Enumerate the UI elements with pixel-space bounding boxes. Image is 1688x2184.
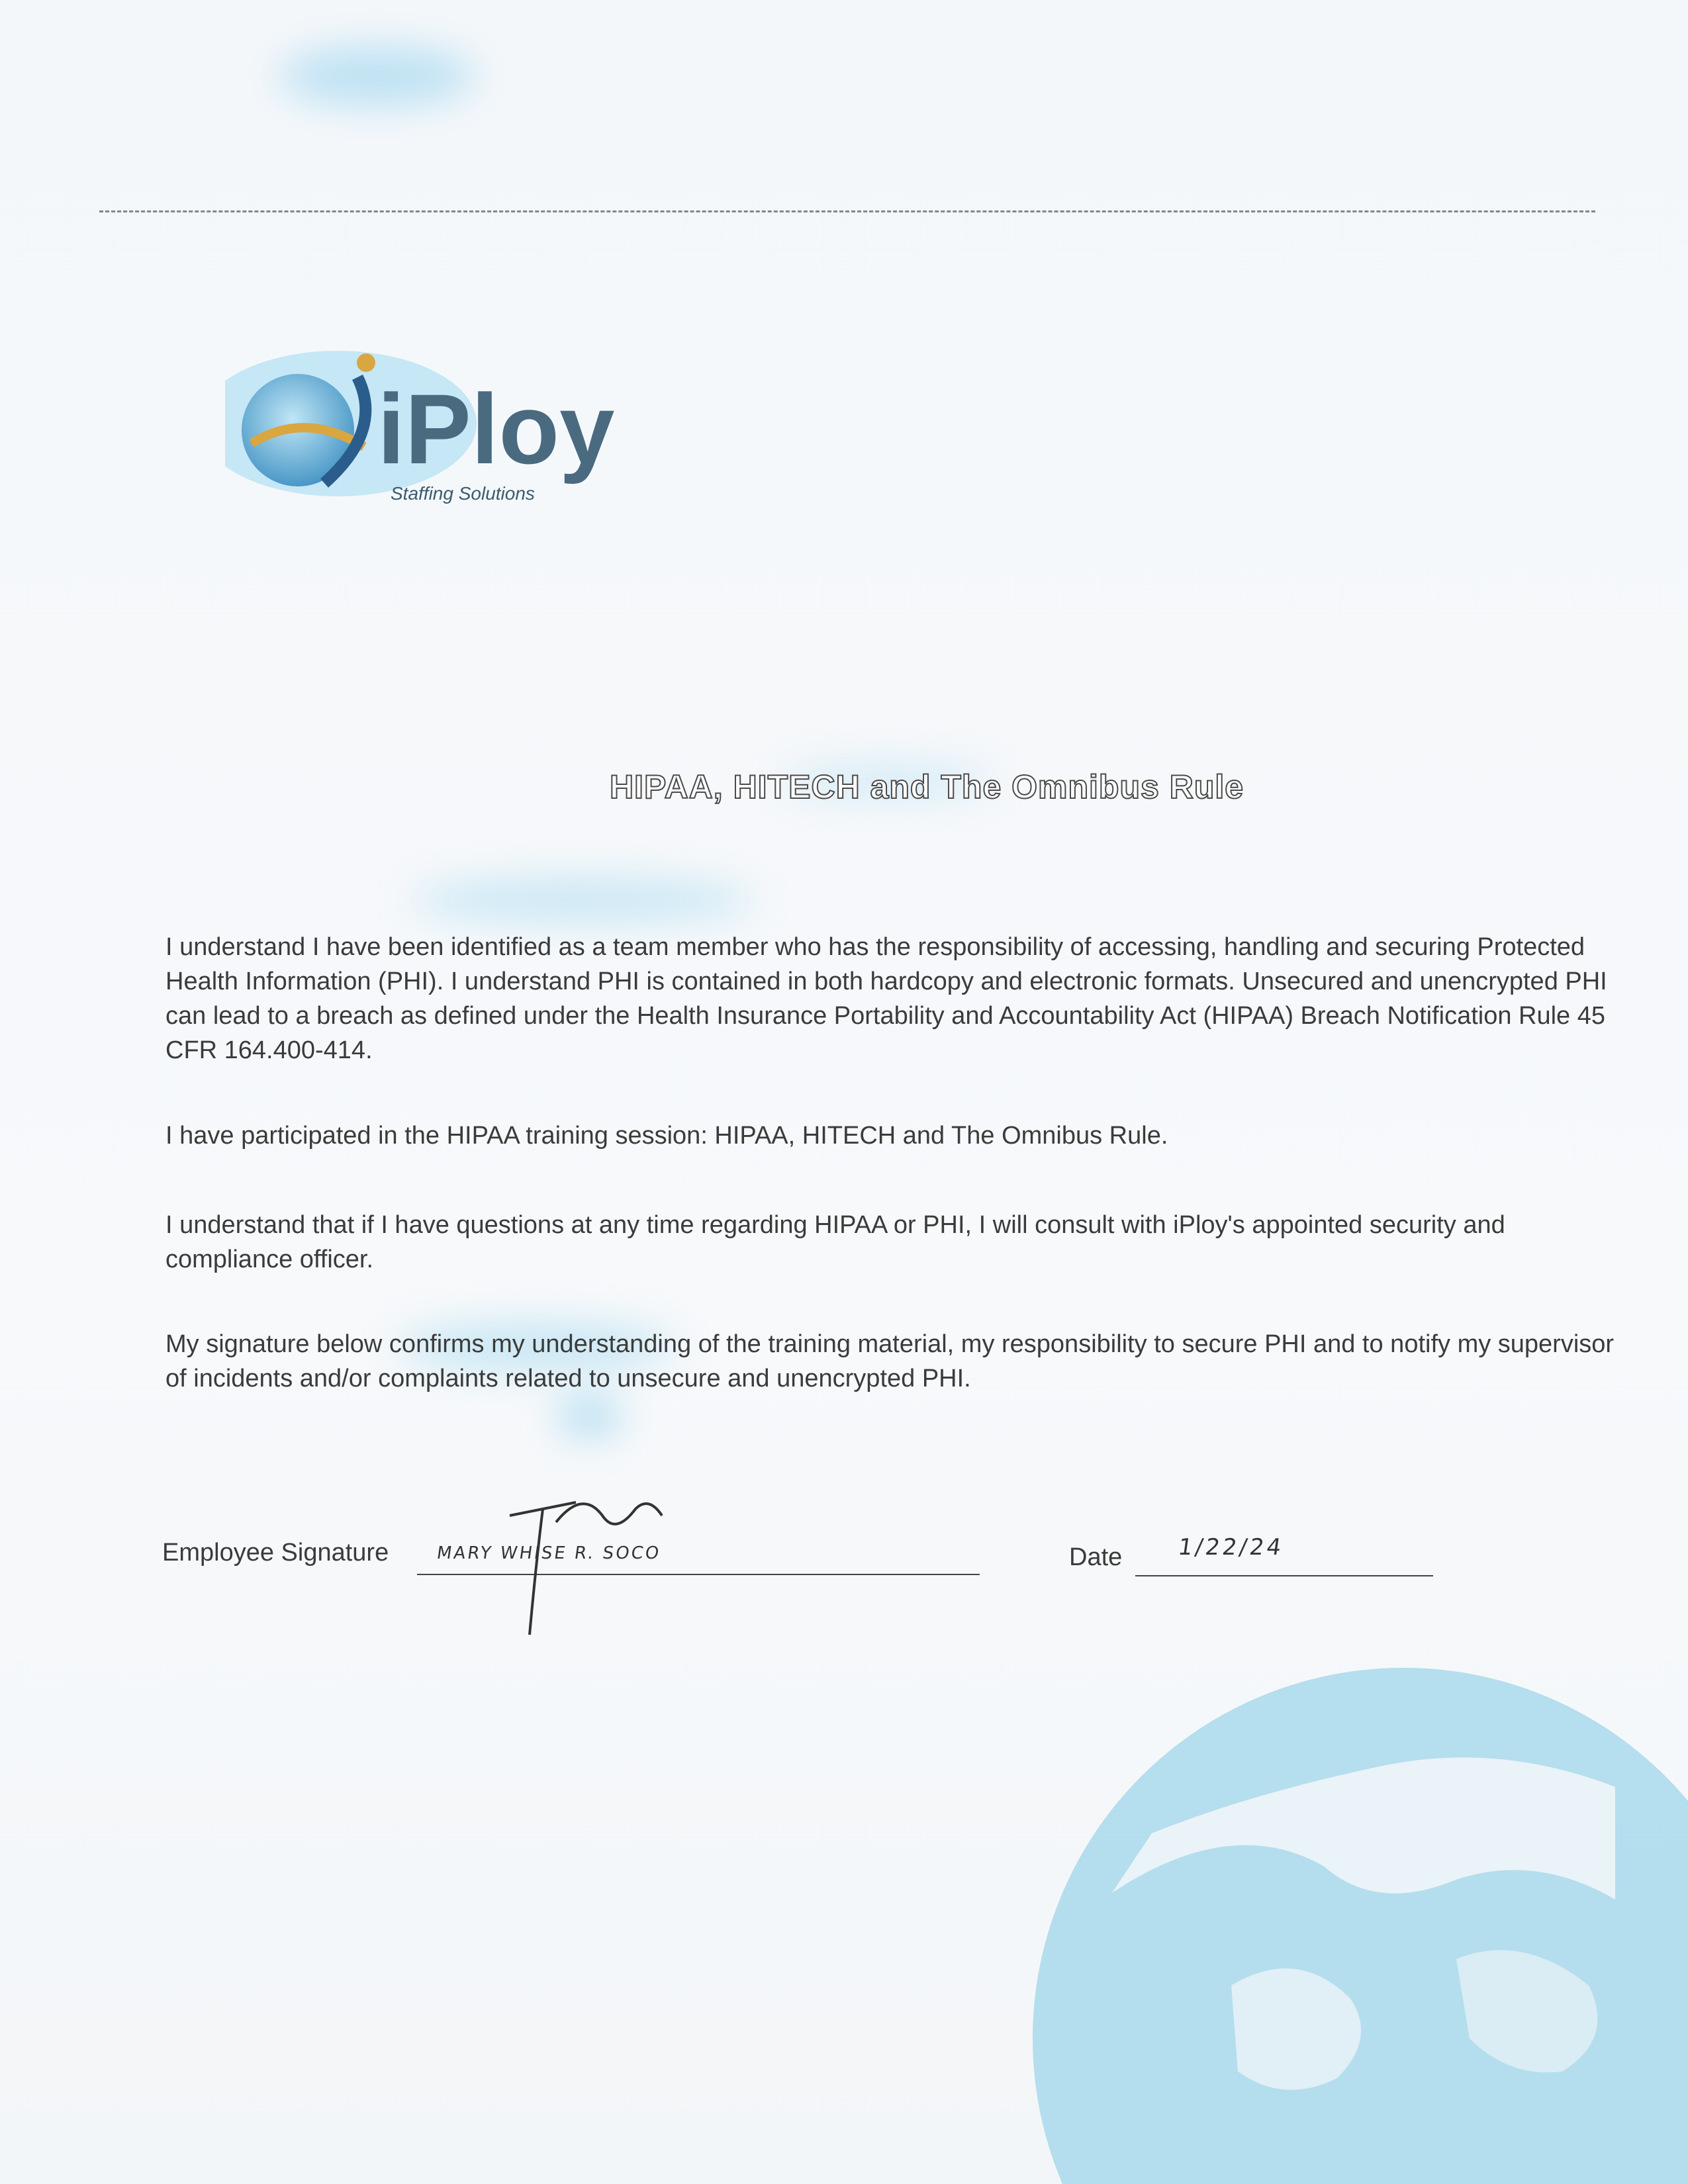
ink-smudge: [278, 46, 477, 106]
ink-smudge: [556, 1396, 622, 1436]
document-title: HIPAA, HITECH and The Omnibus Rule: [609, 768, 1244, 805]
ink-smudge: [410, 880, 755, 920]
signature-label: Employee Signature: [162, 1539, 389, 1567]
paragraph-training-participation: I have participated in the HIPAA training session: HIPAA, HITECH and The Omnibus Rule.: [165, 1122, 1168, 1150]
header-rule: [99, 210, 1595, 212]
date-label: Date: [1069, 1543, 1123, 1571]
paragraph-signature-confirmation: My signature below confirms my understanding of the training material, my responsibility to secure PHI and to notify my supervisor of incidents and/or complaints related to unsecure and unencrypted PHI.: [165, 1330, 1615, 1392]
date-line[interactable]: [1135, 1575, 1433, 1576]
logo-wordmark: iPloy: [377, 373, 615, 484]
paragraph-compliance-officer: I understand that if I have questions at any time regarding HIPAA or PHI, I will consult with iPloy's appointed security and compliance officer.: [165, 1211, 1505, 1273]
paragraph-phi-responsibility: I understand I have been identified as a team member who has the responsibility of accessing, handling and securing Protected Health Information (PHI). I understand PHI is contained in both hardcopy and electronic formats. Unsecured and unencrypted PHI can lead to a breach as defined under the Health Insurance Portability and Accountability Act (HIPAA) Breach Notification Rule 45 CFR 164.400-414.: [165, 933, 1607, 1064]
logo-tagline: Staffing Solutions: [391, 483, 535, 504]
globe-watermark: [953, 1615, 1688, 2184]
signature-printed-name: MARY WHISE R. SOCO: [435, 1543, 663, 1563]
iploy-logo: [225, 331, 702, 516]
handwritten-signature: [490, 1476, 688, 1648]
date-value: 1/22/24: [1176, 1534, 1286, 1561]
